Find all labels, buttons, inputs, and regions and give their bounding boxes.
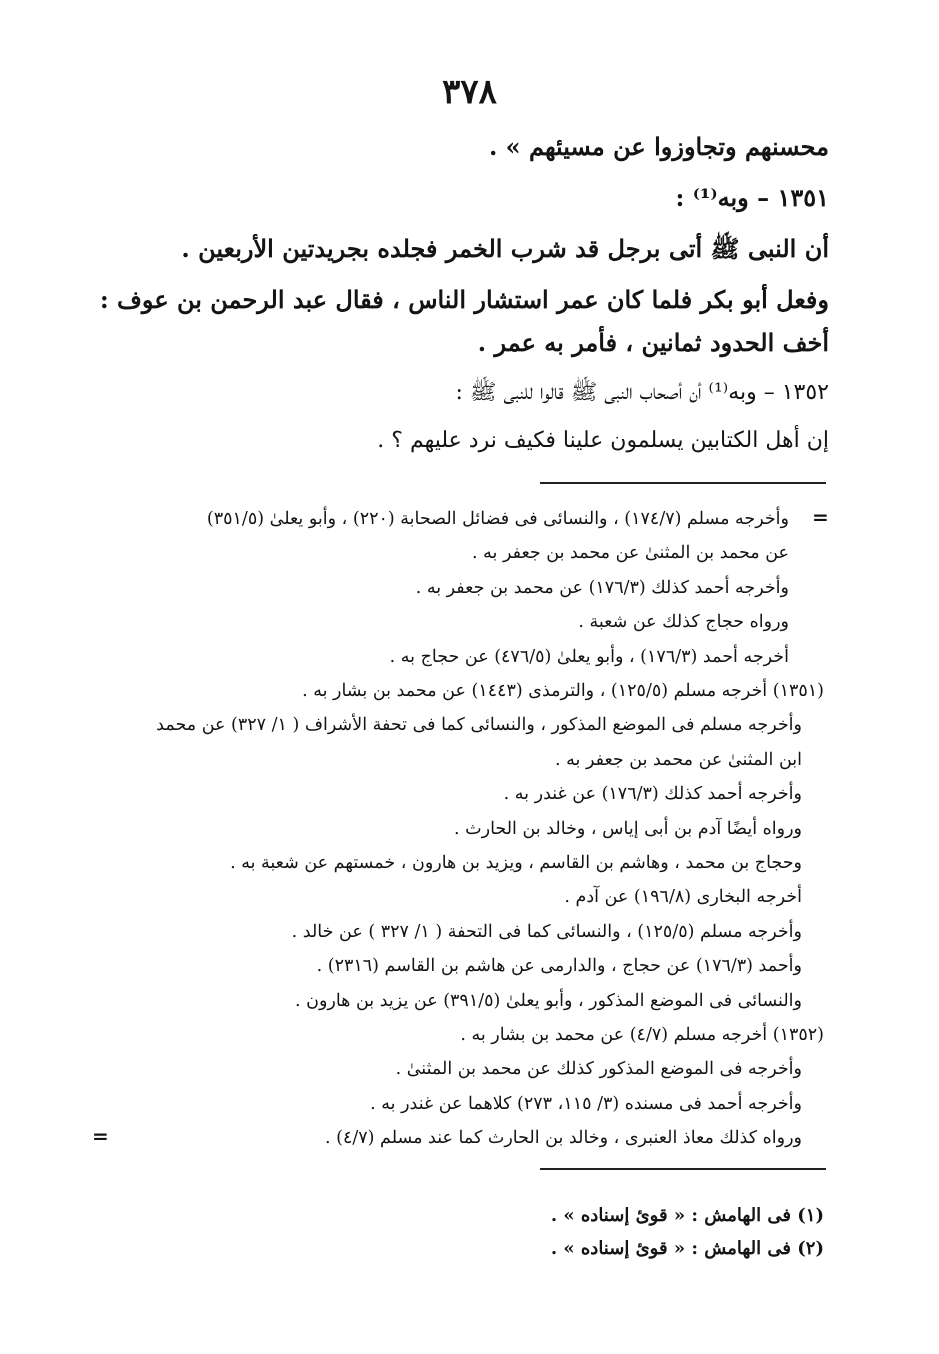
note-line: (١٣٥١) أخرجه مسلم (١٢٥/٥) ، والترمذى (١٤٤٣) عن محمد بن بشار به . <box>302 681 824 701</box>
main-text-line-4: وفعل أبو بكر فلما كان عمر استشار الناس ، فقال عبد الرحمن بن عوف : <box>99 285 829 314</box>
main-text-line-5: أخف الحدود ثمانين ، فأمر به عمر . <box>477 328 829 357</box>
main-text-line-7: إن أهل الكتابين يسلمون علينا فكيف نرد عليهم ؟ . <box>377 428 829 453</box>
note-line: وأخرجه أحمد كذلك (١٧٦/٣) عن محمد بن جعفر به . <box>415 577 789 598</box>
main-text-line-3: أن النبى ﷺ أتى برجل قد شرب الخمر فجلده بجريدتين الأربعين . <box>181 234 829 263</box>
footnote-1: (١) فى الهامش : « قوئ إسناده » . <box>550 1205 824 1226</box>
note-line: ورواه حجاج كذلك عن شعبة . <box>578 612 789 633</box>
main-text-line-2: ١٣٥١ – وبه⁽¹⁾ : <box>675 183 829 212</box>
continuation-mark-top: = <box>812 505 829 529</box>
separator-rule-bottom <box>540 1168 826 1170</box>
note-line: (١٣٥٢) أخرجه مسلم (٤/٧) عن محمد بن بشار به . <box>460 1024 824 1045</box>
note-line: ابن المثنىٰ عن محمد بن جعفر به . <box>555 749 802 770</box>
main-text-line-6: ١٣٥٢ – وبه⁽¹⁾ أن أصحاب النبى ﷺ قالوا للنبى ﷺ : <box>455 380 829 405</box>
note-line: وأخرجه أحمد فى مسنده (٣/ ١١٥، ٢٧٣) كلاهما عن غندر به . <box>370 1093 802 1114</box>
page-number: ٣٧٨ <box>442 72 497 112</box>
note-line: وأخرجه مسلم (١٢٥/٥) ، والنسائى كما فى التحفة ( ١/ ٣٢٧ ) عن خالد . <box>291 921 802 942</box>
note-line: وأخرجه فى الموضع المذكور كذلك عن محمد بن المثنىٰ . <box>395 1059 802 1080</box>
note-line: وأحمد (١٧٦/٣) عن حجاج ، والدارمى عن هاشم بن القاسم (٢٣١٦) . <box>316 956 802 977</box>
main-text-line-1: محسنهم وتجاوزوا عن مسيئهم » . <box>488 132 829 161</box>
note-line: وأخرجه أحمد كذلك (١٧٦/٣) عن غندر به . <box>503 784 802 805</box>
notes-section <box>49 502 789 674</box>
note-line: والنسائى فى الموضع المذكور ، وأبو يعلىٰ (٣٩١/٥) عن يزيد بن هارون . <box>294 990 802 1011</box>
continuation-mark-bottom: = <box>92 1124 109 1148</box>
note-line: ورواه كذلك معاذ العنبرى ، وخالد بن الحارث كما عند مسلم (٤/٧) . <box>325 1128 802 1149</box>
note-line: عن محمد بن المثنىٰ عن محمد بن جعفر به . <box>472 543 789 564</box>
note-line: وأخرجه مسلم فى الموضع المذكور ، والنسائى كما فى تحفة الأشراف ( ١/ ٣٢٧) عن محمد <box>156 715 802 736</box>
note-line: ورواه أيضًا آدم بن أبى إياس ، وخالد بن الحارث . <box>454 818 802 839</box>
footnote-2: (٢) فى الهامش : « قوئ إسناده » . <box>550 1238 824 1259</box>
note-line: وحجاج بن محمد ، وهاشم بن القاسم ، ويزيد بن هارون ، خمستهم عن شعبة به . <box>230 852 802 873</box>
notes-section-1351 <box>79 674 824 1155</box>
note-line: أخرجه البخارى (١٩٦/٨) عن آدم . <box>564 887 802 908</box>
separator-rule-top <box>540 482 826 484</box>
note-line: أخرجه أحمد (١٧٦/٣) ، وأبو يعلىٰ (٤٧٦/٥) عن حجاج به . <box>389 646 789 667</box>
note-line: وأخرجه مسلم (١٧٤/٧) ، والنسائى فى فضائل الصحابة (٢٢٠) ، وأبو يعلىٰ (٣٥١/٥) <box>206 509 789 529</box>
